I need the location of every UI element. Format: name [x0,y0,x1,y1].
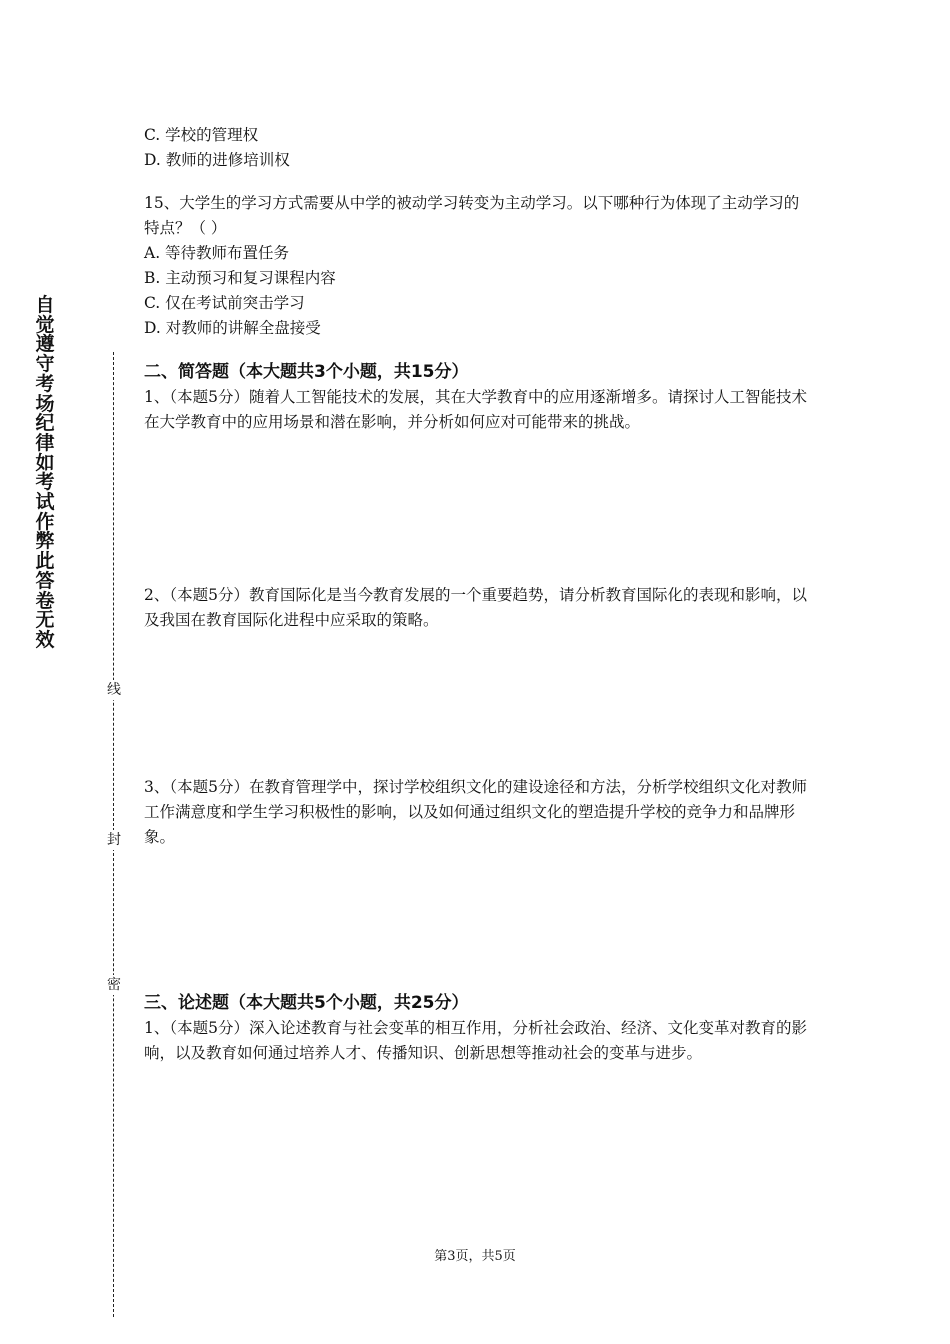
page-footer: 第3页，共5页 [434,1249,516,1264]
binding-char-feng: 封 [104,830,124,850]
section-2-title: 二、简答题（本大题共3个小题，共15分） [144,362,469,382]
section-3-title: 三、论述题（本大题共5个小题，共25分） [144,993,469,1013]
exam-content [144,123,812,1066]
binding-char-xian: 线 [104,680,124,700]
option-d-prev: D. 教师的进修培训权 [144,151,290,169]
question-15-option-d: D. 对教师的讲解全盘接受 [144,319,321,337]
section-2-question-2: 2、（本题5分）教育国际化是当今教育发展的一个重要趋势，请分析教育国际化的表现和影响，以及我国在教育国际化进程中应采取的策略。 [144,586,807,629]
section-3-question-1: 1、（本题5分）深入论述教育与社会变革的相互作用，分析社会政治、经济、文化变革对教育的影响，以及教育如何通过培养人才、传播知识、创新思想等推动社会的变革与进步。 [144,1019,807,1062]
answer-space [144,633,812,775]
question-15-stem: 15、大学生的学习方式需要从中学的被动学习转变为主动学习。以下哪种行为体现了主动学习的特点？（ ） [144,194,800,237]
side-warning: 自觉遵守考场纪律如考试作弊此答卷无效 [35,294,55,651]
question-15-option-b: B. 主动预习和复习课程内容 [144,269,336,287]
section-2-question-1: 1、（本题5分）随着人工智能技术的发展，其在大学教育中的应用逐渐增多。请探讨人工智能技术在大学教育中的应用场景和潜在影响，并分析如何应对可能带来的挑战。 [144,388,807,431]
answer-space [144,850,812,990]
binding-char-mi: 密 [104,975,124,995]
answer-space [144,435,812,583]
question-15-option-a: A. 等待教师布置任务 [144,244,290,262]
section-2-question-3: 3、（本题5分）在教育管理学中，探讨学校组织文化的建设途径和方法，分析学校组织文化对教师工作满意度和学生学习积极性的影响，以及如何通过组织文化的塑造提升学校的竞争力和品牌形象。 [144,778,807,846]
question-15-option-c: C. 仅在考试前突击学习 [144,294,305,312]
option-c-prev: C. 学校的管理权 [144,126,259,144]
